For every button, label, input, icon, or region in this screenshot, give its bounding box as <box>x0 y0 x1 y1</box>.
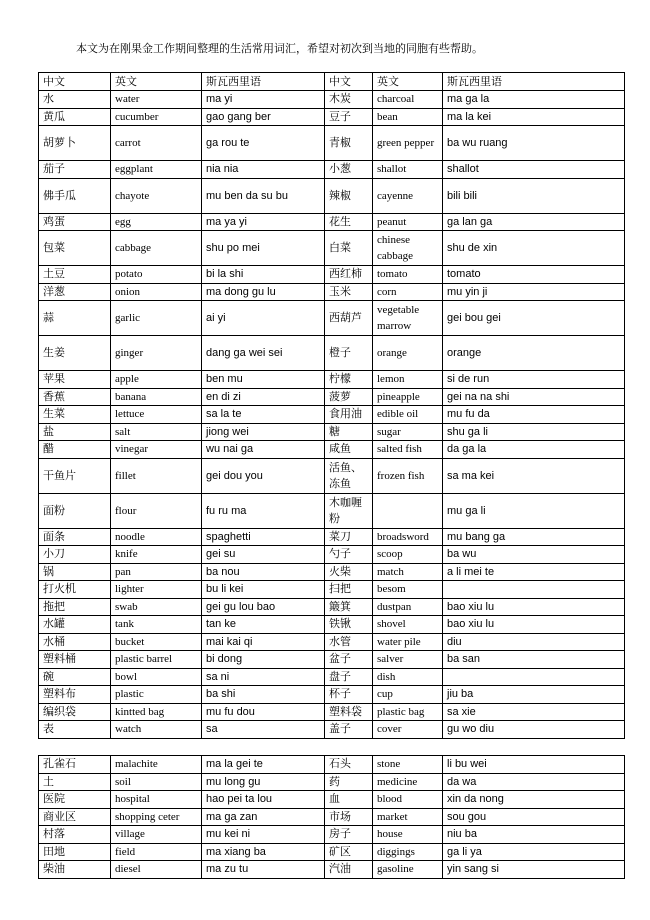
table-row <box>39 406 625 424</box>
swahili-term: ba wu <box>443 546 625 564</box>
swahili-term: tomato <box>443 266 625 284</box>
swahili-term: hao pei ta lou <box>202 791 325 809</box>
english-term: noodle <box>111 528 202 546</box>
chinese-term: 面条 <box>39 528 111 546</box>
chinese-term: 土 <box>39 773 111 791</box>
chinese-term: 生菜 <box>39 406 111 424</box>
swahili-term: mu fu da <box>443 406 625 424</box>
english-term: salted fish <box>373 441 443 459</box>
chinese-term: 豆子 <box>325 108 373 126</box>
swahili-term: gei gu lou bao <box>202 598 325 616</box>
chinese-term: 干鱼片 <box>39 458 111 493</box>
chinese-term: 木炭 <box>325 91 373 109</box>
header-english: 英文 <box>373 73 443 91</box>
swahili-term: shu de xin <box>443 231 625 266</box>
table-row <box>39 808 625 826</box>
english-term: watch <box>111 721 202 739</box>
chinese-term: 水 <box>39 91 111 109</box>
table-row <box>39 108 625 126</box>
chinese-term: 西葫芦 <box>325 301 373 336</box>
swahili-term: a li mei te <box>443 563 625 581</box>
chinese-term: 蒜 <box>39 301 111 336</box>
english-term: kintted bag <box>111 703 202 721</box>
english-term: lemon <box>373 371 443 389</box>
english-term: market <box>373 808 443 826</box>
chinese-term: 木咖喱粉 <box>325 493 373 528</box>
swahili-term: gei dou you <box>202 458 325 493</box>
chinese-term: 香蕉 <box>39 388 111 406</box>
english-term: medicine <box>373 773 443 791</box>
swahili-term: spaghetti <box>202 528 325 546</box>
chinese-term: 孔雀石 <box>39 756 111 774</box>
english-term: eggplant <box>111 161 202 179</box>
swahili-term: mu ben da su bu <box>202 178 325 213</box>
chinese-term: 茄子 <box>39 161 111 179</box>
swahili-term: yin sang si <box>443 861 625 879</box>
english-term: frozen fish <box>373 458 443 493</box>
chinese-term: 铁锹 <box>325 616 373 634</box>
chinese-term: 菠萝 <box>325 388 373 406</box>
swahili-term: bi dong <box>202 651 325 669</box>
swahili-term: ba san <box>443 651 625 669</box>
swahili-term: ma dong gu lu <box>202 283 325 301</box>
swahili-term: da wa <box>443 773 625 791</box>
swahili-term: mai kai qi <box>202 633 325 651</box>
swahili-term: tan ke <box>202 616 325 634</box>
chinese-term: 塑料袋 <box>325 703 373 721</box>
swahili-term: ma la gei te <box>202 756 325 774</box>
english-term: bean <box>373 108 443 126</box>
swahili-term: ma ga zan <box>202 808 325 826</box>
english-term: sugar <box>373 423 443 441</box>
vocabulary-table-places <box>38 755 625 879</box>
swahili-term: gei su <box>202 546 325 564</box>
swahili-term: sa la te <box>202 406 325 424</box>
swahili-term: ma ya yi <box>202 213 325 231</box>
swahili-term <box>443 668 625 686</box>
chinese-term: 食用油 <box>325 406 373 424</box>
english-term: egg <box>111 213 202 231</box>
intro-text: 本文为在刚果金工作期间整理的生活常用词汇，希望对初次到当地的同胞有些帮助。 <box>76 42 483 55</box>
chinese-term: 村落 <box>39 826 111 844</box>
english-term: orange <box>373 336 443 371</box>
chinese-term: 火柴 <box>325 563 373 581</box>
english-term: plastic <box>111 686 202 704</box>
english-term: carrot <box>111 126 202 161</box>
english-term: bowl <box>111 668 202 686</box>
chinese-term: 洋葱 <box>39 283 111 301</box>
swahili-term <box>443 581 625 599</box>
chinese-term: 医院 <box>39 791 111 809</box>
swahili-term: sou gou <box>443 808 625 826</box>
english-term: ginger <box>111 336 202 371</box>
english-term: cabbage <box>111 231 202 266</box>
swahili-term: orange <box>443 336 625 371</box>
chinese-term: 小刀 <box>39 546 111 564</box>
swahili-term: wu nai ga <box>202 441 325 459</box>
chinese-term: 拖把 <box>39 598 111 616</box>
table-row <box>39 441 625 459</box>
chinese-term: 水桶 <box>39 633 111 651</box>
english-term: hospital <box>111 791 202 809</box>
english-term: bucket <box>111 633 202 651</box>
table-row <box>39 178 625 213</box>
english-term: dustpan <box>373 598 443 616</box>
chinese-term: 水罐 <box>39 616 111 634</box>
chinese-term: 佛手瓜 <box>39 178 111 213</box>
table-row <box>39 126 625 161</box>
english-term: vegetable marrow <box>373 301 443 336</box>
table-row <box>39 826 625 844</box>
swahili-term: ma xiang ba <box>202 843 325 861</box>
swahili-term: bao xiu lu <box>443 598 625 616</box>
chinese-term: 碗 <box>39 668 111 686</box>
swahili-term: sa ni <box>202 668 325 686</box>
english-term: green pepper <box>373 126 443 161</box>
table-row <box>39 458 625 493</box>
english-term: match <box>373 563 443 581</box>
english-term: salver <box>373 651 443 669</box>
swahili-term: bi la shi <box>202 266 325 284</box>
swahili-term: ba nou <box>202 563 325 581</box>
swahili-term: ba shi <box>202 686 325 704</box>
swahili-term: ma la kei <box>443 108 625 126</box>
english-term: edible oil <box>373 406 443 424</box>
table-row <box>39 493 625 528</box>
chinese-term: 土豆 <box>39 266 111 284</box>
chinese-term: 石头 <box>325 756 373 774</box>
header-chinese: 中文 <box>325 73 373 91</box>
english-term: corn <box>373 283 443 301</box>
table-row <box>39 686 625 704</box>
header-chinese: 中文 <box>39 73 111 91</box>
english-term: garlic <box>111 301 202 336</box>
swahili-term: ba wu ruang <box>443 126 625 161</box>
swahili-term: mu long gu <box>202 773 325 791</box>
swahili-term: mu ga li <box>443 493 625 528</box>
english-term: apple <box>111 371 202 389</box>
english-term: scoop <box>373 546 443 564</box>
english-term: soil <box>111 773 202 791</box>
swahili-term: gao gang ber <box>202 108 325 126</box>
english-term: plastic bag <box>373 703 443 721</box>
chinese-term: 西红柿 <box>325 266 373 284</box>
table-row <box>39 546 625 564</box>
english-term: flour <box>111 493 202 528</box>
english-term: charcoal <box>373 91 443 109</box>
swahili-term: ben mu <box>202 371 325 389</box>
chinese-term: 辣椒 <box>325 178 373 213</box>
english-term: besom <box>373 581 443 599</box>
table-row <box>39 371 625 389</box>
english-term: lighter <box>111 581 202 599</box>
vocabulary-table-household <box>38 72 625 739</box>
swahili-term: ga rou te <box>202 126 325 161</box>
english-term: dish <box>373 668 443 686</box>
table-row <box>39 423 625 441</box>
chinese-term: 活鱼、冻鱼 <box>325 458 373 493</box>
english-term: broadsword <box>373 528 443 546</box>
english-term: cup <box>373 686 443 704</box>
table-row <box>39 843 625 861</box>
table-row <box>39 266 625 284</box>
swahili-term: sa <box>202 721 325 739</box>
swahili-term: gu wo diu <box>443 721 625 739</box>
swahili-term: xin da nong <box>443 791 625 809</box>
table-row <box>39 301 625 336</box>
english-term: pan <box>111 563 202 581</box>
english-term: tomato <box>373 266 443 284</box>
chinese-term: 苹果 <box>39 371 111 389</box>
english-term: field <box>111 843 202 861</box>
swahili-term: mu yin ji <box>443 283 625 301</box>
chinese-term: 扫把 <box>325 581 373 599</box>
swahili-term: li bu wei <box>443 756 625 774</box>
swahili-term: shallot <box>443 161 625 179</box>
english-term: blood <box>373 791 443 809</box>
chinese-term: 生姜 <box>39 336 111 371</box>
chinese-term: 菜刀 <box>325 528 373 546</box>
chinese-term: 鸡蛋 <box>39 213 111 231</box>
swahili-term: bu li kei <box>202 581 325 599</box>
table-row <box>39 388 625 406</box>
chinese-term: 盖子 <box>325 721 373 739</box>
table-row <box>39 616 625 634</box>
chinese-term: 小葱 <box>325 161 373 179</box>
english-term: water <box>111 91 202 109</box>
swahili-term: jiu ba <box>443 686 625 704</box>
chinese-term: 青椒 <box>325 126 373 161</box>
chinese-term: 药 <box>325 773 373 791</box>
chinese-term: 咸鱼 <box>325 441 373 459</box>
english-term <box>373 493 443 528</box>
table-row <box>39 231 625 266</box>
english-term: banana <box>111 388 202 406</box>
english-term: water pile <box>373 633 443 651</box>
english-term: fillet <box>111 458 202 493</box>
table-row <box>39 773 625 791</box>
swahili-term: ga li ya <box>443 843 625 861</box>
swahili-term: sa xie <box>443 703 625 721</box>
header-swahili: 斯瓦西里语 <box>443 73 625 91</box>
table-row <box>39 756 625 774</box>
english-term: shallot <box>373 161 443 179</box>
table-row <box>39 581 625 599</box>
table-row <box>39 861 625 879</box>
english-term: diesel <box>111 861 202 879</box>
chinese-term: 玉米 <box>325 283 373 301</box>
table-row <box>39 528 625 546</box>
swahili-term: ma yi <box>202 91 325 109</box>
table-row <box>39 213 625 231</box>
table-row <box>39 791 625 809</box>
chinese-term: 打火机 <box>39 581 111 599</box>
swahili-term: sa ma kei <box>443 458 625 493</box>
english-term: cayenne <box>373 178 443 213</box>
chinese-term: 花生 <box>325 213 373 231</box>
english-term: cucumber <box>111 108 202 126</box>
chinese-term: 杯子 <box>325 686 373 704</box>
english-term: house <box>373 826 443 844</box>
english-term: plastic barrel <box>111 651 202 669</box>
chinese-term: 盆子 <box>325 651 373 669</box>
swahili-term: shu po mei <box>202 231 325 266</box>
chinese-term: 商业区 <box>39 808 111 826</box>
english-term: chinese cabbage <box>373 231 443 266</box>
swahili-term: da ga la <box>443 441 625 459</box>
english-term: village <box>111 826 202 844</box>
chinese-term: 汽油 <box>325 861 373 879</box>
english-term: potato <box>111 266 202 284</box>
table-row <box>39 668 625 686</box>
english-term: peanut <box>373 213 443 231</box>
swahili-term: ga lan ga <box>443 213 625 231</box>
swahili-term: bao xiu lu <box>443 616 625 634</box>
header-swahili: 斯瓦西里语 <box>202 73 325 91</box>
swahili-term: mu kei ni <box>202 826 325 844</box>
english-term: chayote <box>111 178 202 213</box>
chinese-term: 簸箕 <box>325 598 373 616</box>
table-row <box>39 633 625 651</box>
chinese-term: 黄瓜 <box>39 108 111 126</box>
english-term: tank <box>111 616 202 634</box>
chinese-term: 柠檬 <box>325 371 373 389</box>
swahili-term: nia nia <box>202 161 325 179</box>
english-term: shovel <box>373 616 443 634</box>
swahili-term: gei bou gei <box>443 301 625 336</box>
english-term: onion <box>111 283 202 301</box>
chinese-term: 房子 <box>325 826 373 844</box>
swahili-term: shu ga li <box>443 423 625 441</box>
chinese-term: 白菜 <box>325 231 373 266</box>
swahili-term: mu bang ga <box>443 528 625 546</box>
swahili-term: gei na na shi <box>443 388 625 406</box>
english-term: gasoline <box>373 861 443 879</box>
chinese-term: 醋 <box>39 441 111 459</box>
chinese-term: 盐 <box>39 423 111 441</box>
table-row <box>39 721 625 739</box>
chinese-term: 塑料布 <box>39 686 111 704</box>
swahili-term: niu ba <box>443 826 625 844</box>
english-term: malachite <box>111 756 202 774</box>
chinese-term: 表 <box>39 721 111 739</box>
table-row <box>39 283 625 301</box>
swahili-term: en di zi <box>202 388 325 406</box>
chinese-term: 盘子 <box>325 668 373 686</box>
english-term: pineapple <box>373 388 443 406</box>
swahili-term: diu <box>443 633 625 651</box>
english-term: knife <box>111 546 202 564</box>
chinese-term: 面粉 <box>39 493 111 528</box>
chinese-term: 田地 <box>39 843 111 861</box>
swahili-term: si de run <box>443 371 625 389</box>
swahili-term: fu ru ma <box>202 493 325 528</box>
chinese-term: 糖 <box>325 423 373 441</box>
english-term: lettuce <box>111 406 202 424</box>
chinese-term: 水管 <box>325 633 373 651</box>
chinese-term: 勺子 <box>325 546 373 564</box>
table-row <box>39 703 625 721</box>
chinese-term: 胡萝卜 <box>39 126 111 161</box>
chinese-term: 包菜 <box>39 231 111 266</box>
table-row <box>39 161 625 179</box>
english-term: shopping ceter <box>111 808 202 826</box>
table-row <box>39 563 625 581</box>
swahili-term: ai yi <box>202 301 325 336</box>
swahili-term: ma zu tu <box>202 861 325 879</box>
chinese-term: 市场 <box>325 808 373 826</box>
table-header-row <box>39 73 625 91</box>
table-row <box>39 598 625 616</box>
english-term: swab <box>111 598 202 616</box>
table-row <box>39 651 625 669</box>
swahili-term: jiong wei <box>202 423 325 441</box>
english-term: diggings <box>373 843 443 861</box>
chinese-term: 锅 <box>39 563 111 581</box>
swahili-term: bili bili <box>443 178 625 213</box>
chinese-term: 矿区 <box>325 843 373 861</box>
chinese-term: 橙子 <box>325 336 373 371</box>
swahili-term: mu fu dou <box>202 703 325 721</box>
table-row <box>39 91 625 109</box>
chinese-term: 塑料桶 <box>39 651 111 669</box>
english-term: stone <box>373 756 443 774</box>
swahili-term: ma ga la <box>443 91 625 109</box>
english-term: vinegar <box>111 441 202 459</box>
chinese-term: 血 <box>325 791 373 809</box>
chinese-term: 柴油 <box>39 861 111 879</box>
chinese-term: 编织袋 <box>39 703 111 721</box>
english-term: salt <box>111 423 202 441</box>
header-english: 英文 <box>111 73 202 91</box>
swahili-term: dang ga wei sei <box>202 336 325 371</box>
english-term: cover <box>373 721 443 739</box>
table-row <box>39 336 625 371</box>
